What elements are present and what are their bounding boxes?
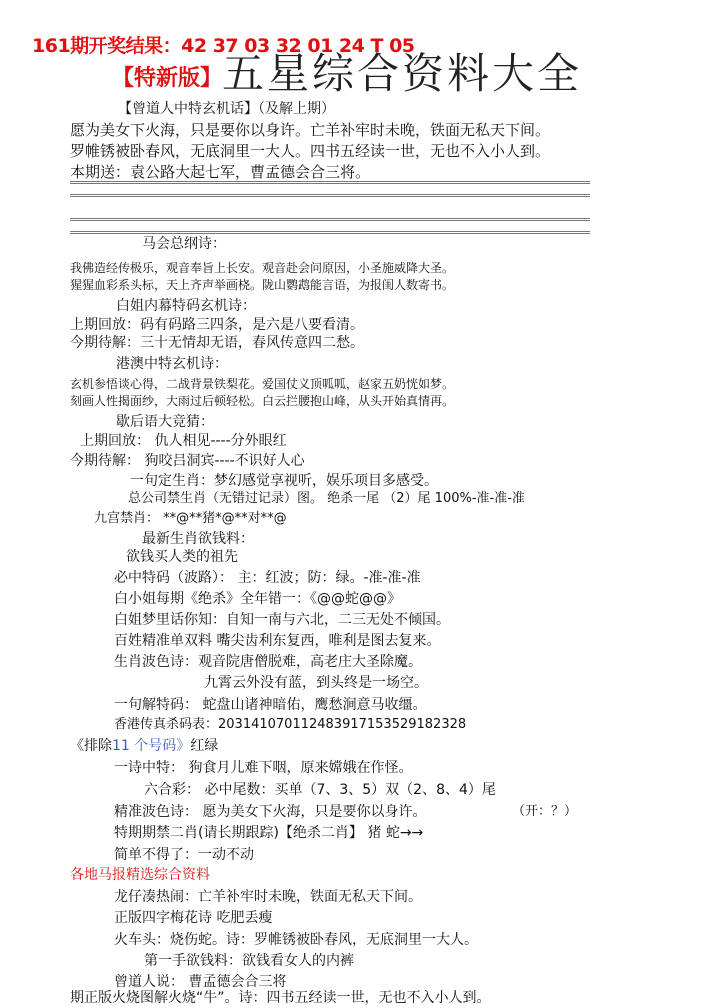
- huoche-line: 火车头：烧伤蛇。诗：罗帷锈被卧春风，无底洞里一大人。: [114, 932, 478, 948]
- separator-line: [70, 218, 590, 234]
- zuixin-title: 最新生肖欲钱料：: [142, 531, 254, 547]
- teming-line: 特期期禁二肖(请长期跟踪)【绝杀二肖】 猪 蛇→→: [114, 825, 424, 841]
- longya-line: 龙仔凑热闹：亡羊补牢时未晚，铁面无私天下间。: [114, 889, 422, 905]
- mahui-line-1: 我佛造经传极乐，观音奉旨上长安。观音赴会问原因，小圣施威降大圣。: [70, 261, 455, 275]
- yuqian-line: 欲钱买人类的祖先: [126, 549, 238, 565]
- zhengban-line: 正版四字梅花诗 吃肥丢瘦: [114, 910, 273, 926]
- xiaojie-value: 《@@蛇@@》: [310, 591, 401, 607]
- page-title: 五星综合资料大全: [222, 49, 583, 98]
- diyi-line: 第一手欲钱料：欲钱看女人的内裤: [144, 953, 354, 969]
- zengdao-line-2: 罗帷锈被卧春风，无底洞里一大人。四书五经读一世，无也不入小人到。: [70, 142, 551, 160]
- xiehouyu-line-2: 今期待解： 狗咬吕洞宾----不识好人心: [70, 453, 305, 469]
- baiju-line-2: 今期待解：三十无情却无语，春风传意四二愁。: [70, 335, 364, 351]
- draw-result-banner: 161期开奖结果：42 37 03 32 01 24 T 05: [32, 35, 415, 57]
- xiehouyu-line-1: 上期回放： 仇人相见----分外眼红: [80, 433, 287, 449]
- paichu-line: [70, 738, 218, 754]
- zengdao-line-3: 本期送：袁公路大起七军，曹孟德会合三将。: [70, 163, 371, 181]
- paichu-prefix: 《排除: [70, 738, 112, 754]
- mengli-line: 白姐梦里话你知：自知一南与六北，二三无处不倾国。: [114, 612, 450, 628]
- kai-note: （开：？）: [512, 804, 578, 819]
- gangao-title: 港澳中特玄机诗：: [116, 356, 228, 372]
- baiju-line-1: 上期回放：码有码路三四条，是六是八要看清。: [70, 317, 364, 333]
- bizhong-line: 必中特码（波路）： 主：红波；防：绿。-准-准-准: [114, 570, 421, 586]
- gangao-line-1: 玄机参悟谈心得，二战背景铁梨花。爱国仗义顶呱呱，赵家五奶恍如梦。: [70, 377, 455, 391]
- xiehouyu-title: 歇后语大竞猜：: [116, 414, 214, 430]
- qizheng-line: 期正版火烧图解火烧“牛”。诗：四书五经读一世，无也不入小人到。: [70, 990, 491, 1006]
- baixing-line: 百姓精准单双料 嘴尖齿利东复西，唯利是图去复来。: [114, 633, 441, 649]
- paichu-suffix: 红绿: [190, 738, 219, 754]
- jiandan-line: 简单不得了：一动不动: [114, 847, 254, 863]
- separator-line: [70, 181, 590, 197]
- gedi-section-title: 各地马报精选综合资料: [70, 867, 210, 883]
- xiaojie-line: [114, 591, 401, 607]
- gangao-line-2: 刻画人性揭面纱，大雨过后顿轻松。白云拦腰抱山峰，从头开始真情再。: [70, 394, 455, 408]
- zengdao-line: 曾道人说： 曹孟德会合三将: [114, 974, 287, 990]
- jiugong-line: 九宫禁肖： **@**猪*@**对**@: [94, 511, 287, 526]
- bose-line: 生肖波色诗：观音院唐僧脱难，高老庄大圣除魔。: [114, 654, 422, 670]
- mahui-line-2: 猩猩血彩系头标，天上齐声举画桡。陇山鹦鹉能言语，为报闺人数寄书。: [70, 278, 455, 292]
- xiaojie-label: 白小姐每期《绝杀》全年错一：: [114, 591, 310, 607]
- zengdao-line-1: 愿为美女下火海，只是要你以身许。亡羊补牢时未晚，铁面无私天下间。: [70, 121, 551, 139]
- jiete-line: 一句解特码： 蛇盘山诸神暗佑，鹰愁涧意马收缰。: [114, 697, 427, 713]
- xianggang-line: 香港传真杀码表：2031410701124839171535291823​28: [114, 717, 467, 732]
- jingzhun-line: 精准波色诗： 愿为美女下火海，只是要你以身许。: [114, 804, 427, 820]
- yiju-line: 一句定生肖：梦幻感觉享视听，娱乐项目多感受。: [130, 473, 438, 489]
- zengdao-section-title: 【曾道人中特玄机话】（及解上期）: [118, 101, 335, 117]
- baiju-title: 白姐内幕特码玄机诗：: [116, 298, 256, 314]
- paichu-count: 11 个号码》: [112, 738, 191, 754]
- edition-tag: 【特新版】: [112, 66, 223, 91]
- liuhe-line: 六合彩： 必中尾数：买单（7、3、5）双（2、8、4）尾: [144, 782, 496, 798]
- jiuxiao-line: 九霄云外没有蓝，到头终是一场空。: [204, 675, 428, 691]
- mahui-title: 马会总纲诗：: [142, 236, 226, 252]
- jinsheng-line: 总公司禁生肖（无错过记录）图。 绝杀一尾 （2）尾 100%-准-准-准: [128, 491, 525, 506]
- yishi-line: 一诗中特： 狗食月儿难下咽，原来嫦娥在作怪。: [114, 760, 413, 776]
